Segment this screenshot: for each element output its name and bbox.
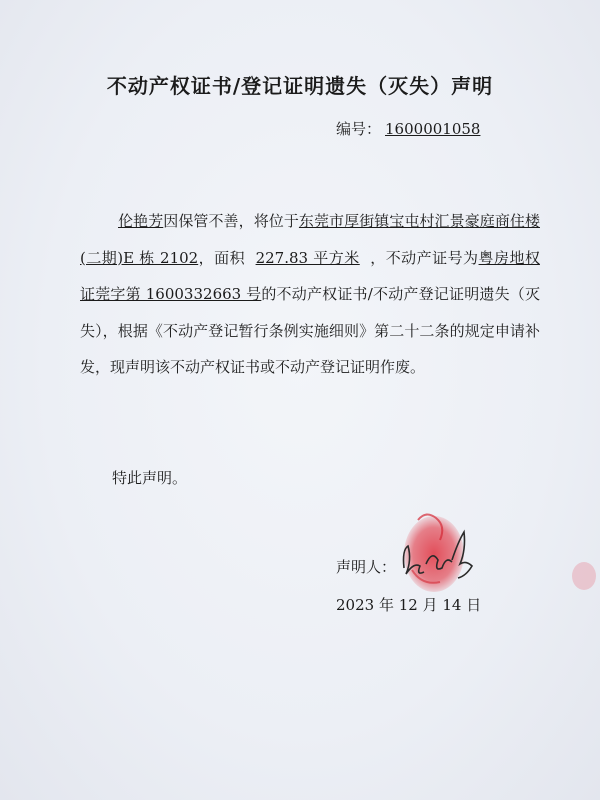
property-address: 东莞市厚街镇宝屯村汇景豪庭商住楼(二期)E 栋 2102 [80, 212, 540, 267]
owner-name: 伦艳芳 [118, 212, 164, 230]
statement-text-3: ，不动产证号为 [370, 248, 479, 267]
statement-text-2: ，面积 [198, 248, 246, 267]
statement-text-1: 因保管不善，将位于 [163, 212, 299, 230]
handwritten-signature [396, 520, 486, 590]
serial-number-value: 1600001058 [385, 120, 481, 138]
document-title: 不动产权证书/登记证明遗失（灭失）声明 [106, 74, 494, 98]
closing-remark: 特此声明。 [112, 469, 188, 487]
statement-text-4: 的不动产权证书/不动产登记证明遗失（灭失），根据《不动产登记暂行条例实施细则》第二十二条的规定申请补发，现声明该不动产权证书或不动产登记证明作废。 [80, 285, 540, 376]
statement-date: 2023 年 12 月 14 日 [336, 596, 482, 614]
red-stain-mark [566, 556, 600, 596]
statement-paragraph [80, 203, 540, 386]
declarant-label: 声明人： [336, 558, 397, 576]
certificate-number: 粤房地权证莞字第 1600332663 号 [80, 248, 540, 303]
property-area: 227.83 平方米 [255, 248, 360, 267]
serial-number [336, 118, 480, 139]
serial-number-label: 编号： [336, 120, 382, 138]
